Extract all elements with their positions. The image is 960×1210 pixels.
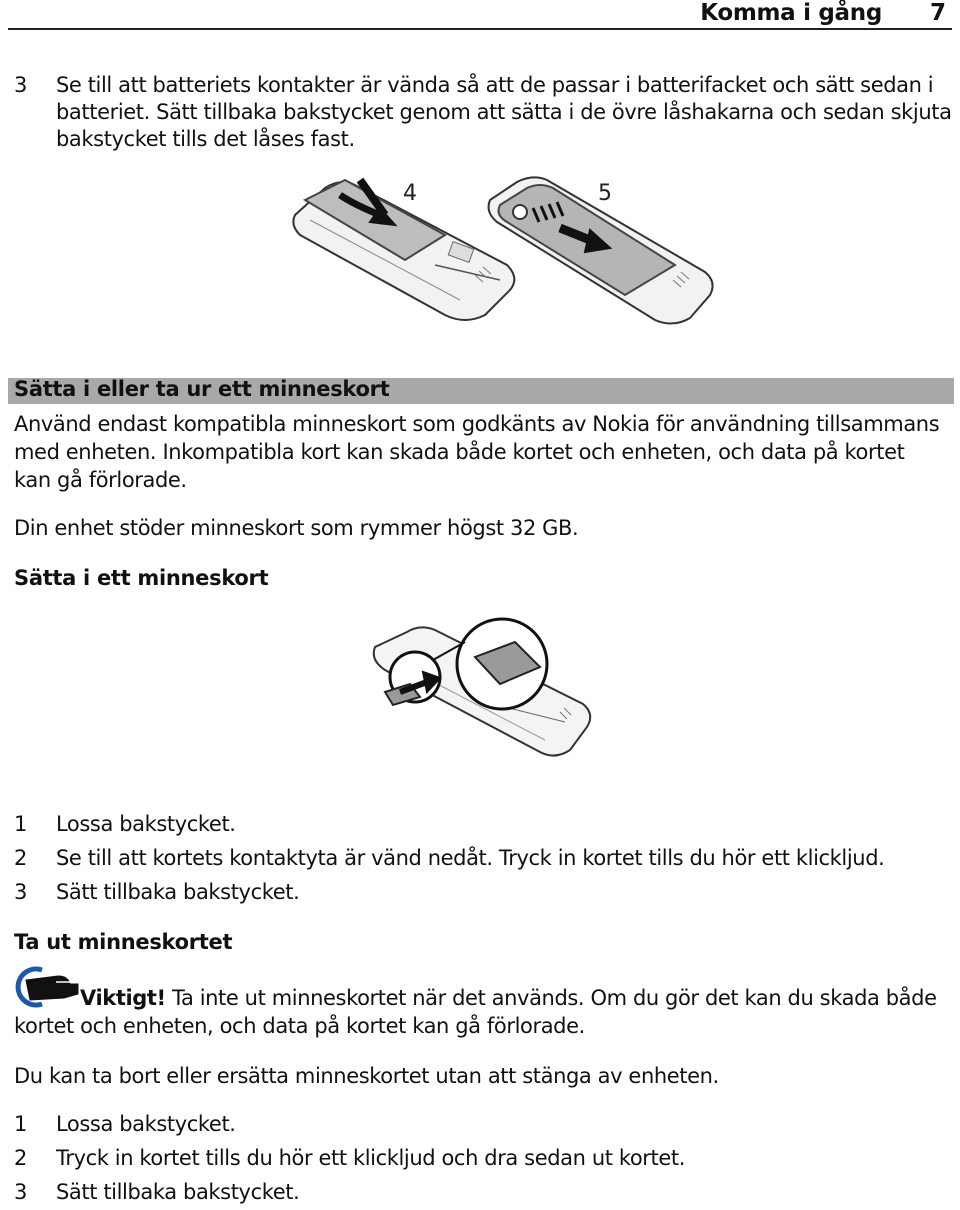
important-note [14, 984, 944, 1040]
compatibility-paragraph: Använd endast kompatibla minneskort som godkänts av Nokia för användning tillsammans med enheten. Inkompatibla kort kan skada både kortet och enheten, och data på kortet kan gå förlorade. [14, 412, 940, 492]
memory-card-illustration [355, 612, 605, 767]
remove-step-1: 1 Lossa bakstycket. [14, 1112, 236, 1136]
remove-card-heading: Ta ut minneskortet [14, 930, 233, 954]
section-heading-bar [8, 378, 954, 404]
battery-cover-illustration [285, 170, 715, 330]
insert-step-3: 3 Sätt tillbaka bakstycket. [14, 880, 300, 904]
chapter-title: Komma i gång [700, 0, 882, 26]
insert-card-heading: Sätta i ett minneskort [14, 566, 269, 590]
replace-paragraph: Du kan ta bort eller ersätta minneskortet utan att stänga av enheten. [14, 1064, 719, 1088]
remove-step-3: 3 Sätt tillbaka bakstycket. [14, 1180, 300, 1204]
important-label: Viktigt! [80, 986, 166, 1010]
remove-step-2: 2 Tryck in kortet tills du hör ett klickljud och dra sedan ut kortet. [14, 1146, 685, 1170]
insert-step-2: 2 Se till att kortets kontaktyta är vänd nedåt. Tryck in kortet tills du hör ett klickljud. [14, 846, 885, 870]
figure-label-4: 4 [403, 181, 417, 206]
figure-label-5: 5 [598, 181, 612, 206]
page-number: 7 [929, 0, 946, 26]
intro-step [14, 72, 954, 153]
capacity-paragraph: Din enhet stöder minneskort som rymmer högst 32 GB. [14, 516, 579, 540]
important-text: Ta inte ut minneskortet när det används. Om du gör det kan du skada både kortet och enheten, och data på kortet kan gå förlorade. [14, 986, 937, 1038]
step-text: Se till att batteriets kontakter är vända så att de passar i batterifacket och sätt sedan i batteriet. Sätt tillbaka bakstycket genom att sätta i de övre låshakarna och sedan skjuta bakstycket tills det låses fast. [56, 73, 952, 151]
page-header [8, 0, 952, 30]
section-title: Sätta i eller ta ur ett minneskort [14, 377, 390, 401]
step-number: 3 [14, 73, 27, 97]
insert-step-1: 1 Lossa bakstycket. [14, 812, 236, 836]
